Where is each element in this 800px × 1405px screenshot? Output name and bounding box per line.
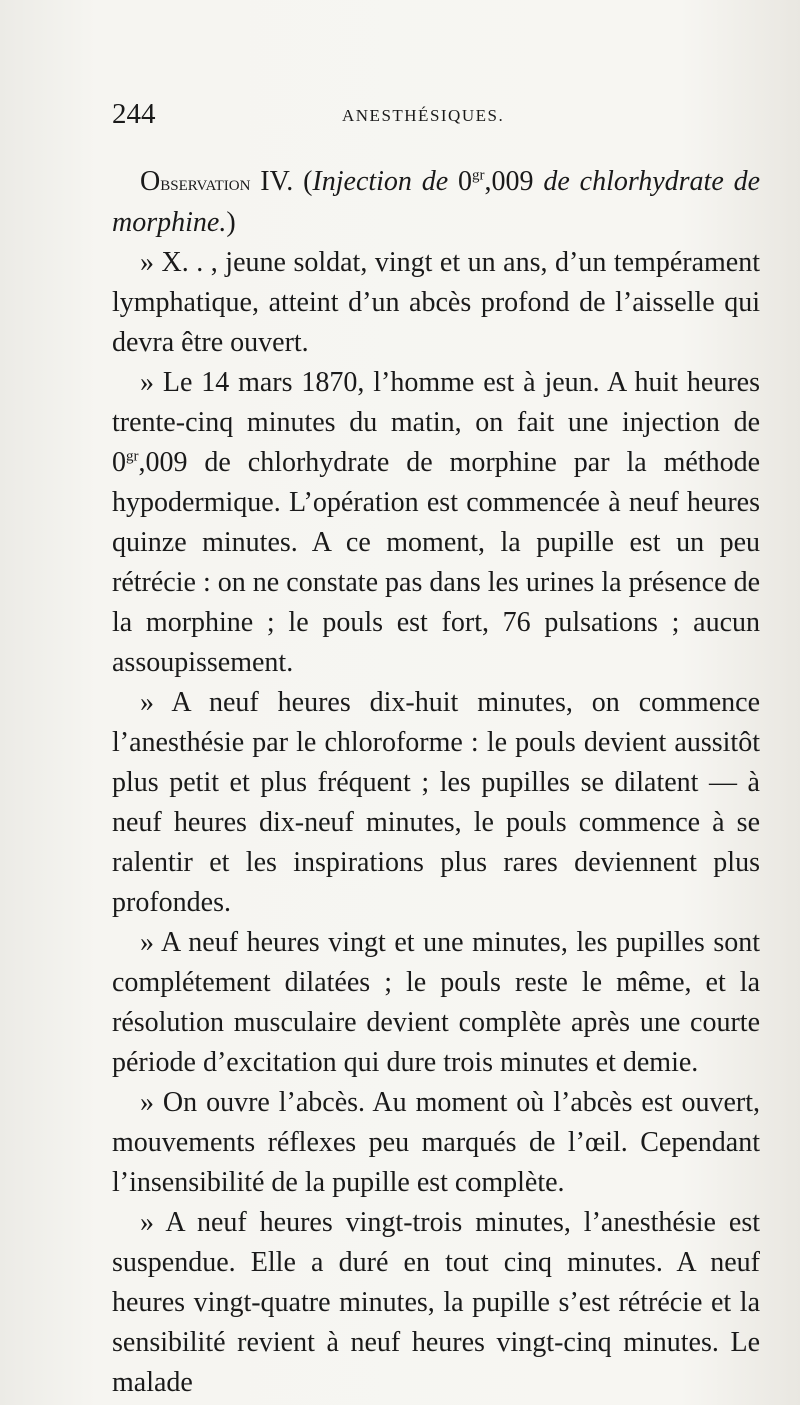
- page-number: 244: [112, 98, 156, 130]
- body-text: [112, 162, 760, 1403]
- paragraph-3: » A neuf heures dix-huit minutes, on commence l’anesthésie par le chloroforme : le pouls devient aussitôt plus petit et plus fréquent ; les pupilles se dilatent — à neuf heures dix-neuf minutes, le pouls commence à se ralentir et les inspirations plus rares deviennent plus profondes.: [112, 687, 760, 918]
- paragraph-6: » A neuf heures vingt-trois minutes, l’anesthésie est suspendue. Elle a duré en tout cinq minutes. A neuf heures vingt-quatre minutes, la pupille s’est rétrécie et la sensibilité revient à neuf heures vingt-cinq minutes. Le malade: [112, 1207, 760, 1398]
- observation-title-a: Injection de: [312, 166, 449, 197]
- observation-heading: Observation IV. (Injection de $0^{gr},009$ de chlorhydrate de morphine.): [112, 166, 761, 238]
- observation-number: IV.: [260, 166, 294, 197]
- page-header: [112, 98, 762, 138]
- running-head: ANESTHÉSIQUES.: [342, 106, 505, 125]
- paragraph-2: » Le 14 mars 1870, l’homme est à jeun. A huit heures trente-cinq minutes du matin, on fait une injection de $0^{gr},009$ de chlorhydrate de morphine par la méthode hypodermique. L’opération est commencée à neuf heures quinze minutes. A ce moment, la pupille est un peu rétrécie : on ne constate pas dans les urines la présence de la morphine ; le pouls est fort, 76 pulsations ; aucun assoupissement.: [112, 367, 760, 678]
- paragraph-1: » X. . , jeune soldat, vingt et un ans, d’un tempérament lymphatique, atteint d’un abcès profond de l’aisselle qui devra être ouvert.: [112, 247, 760, 358]
- paragraph-5: » On ouvre l’abcès. Au moment où l’abcès est ouvert, mouvements réflexes peu marqués de l’œil. Cependant l’insensibilité de la pupille est complète.: [112, 1087, 760, 1198]
- observation-label: Observation: [140, 166, 251, 197]
- paragraph-4: » A neuf heures vingt et une minutes, les pupilles sont complétement dilatées ; le pouls reste le même, et la résolution musculaire devient complète après une courte période d’excitation qui dure trois minutes et demie.: [112, 927, 760, 1078]
- observation-title-b: de chlorhydrate de morphine.: [112, 166, 761, 238]
